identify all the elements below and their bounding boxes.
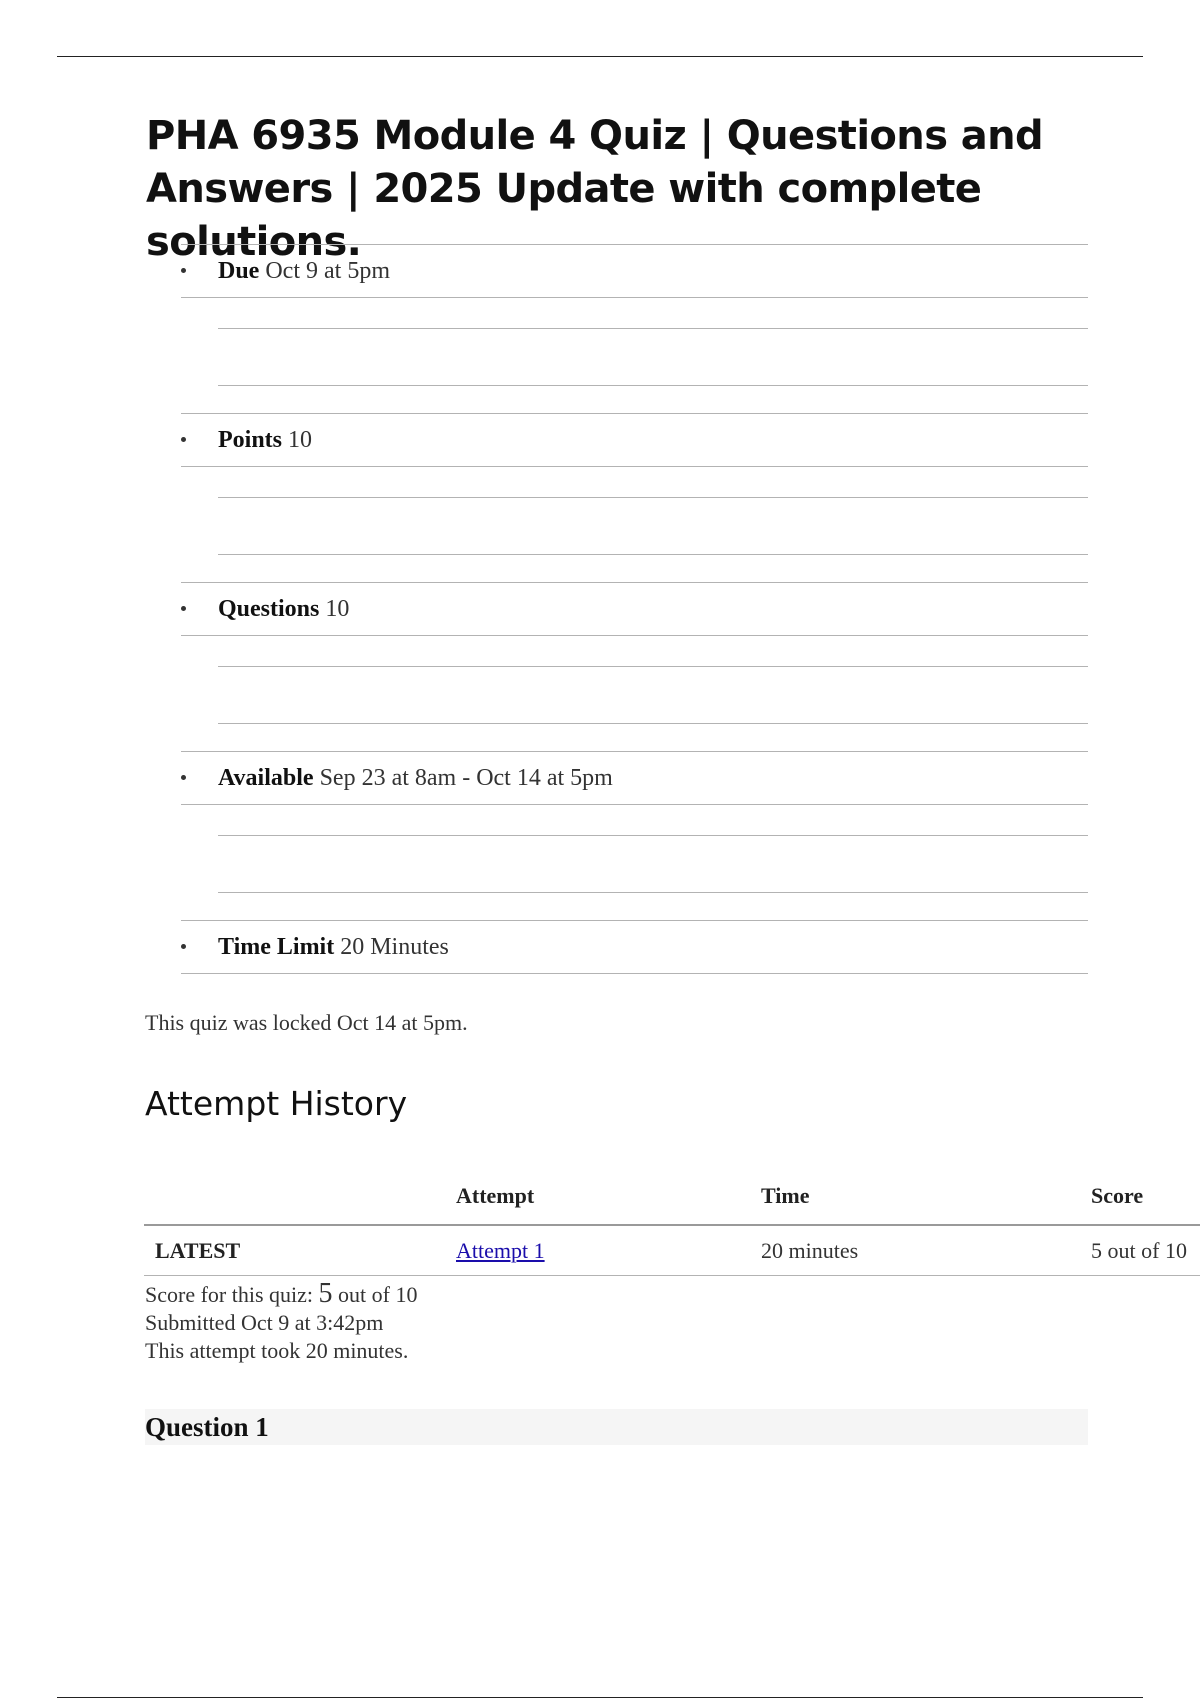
column-header-score: Score [1091,1168,1200,1225]
duration-line: This attempt took 20 minutes. [145,1338,409,1363]
detail-label: Due [218,258,260,284]
question-header: Question 1 [145,1409,1088,1445]
attempt-history-heading: Attempt History [145,1084,408,1123]
detail-label: Time Limit [218,934,335,960]
column-header-attempt: Attempt [456,1168,761,1225]
document-title: PHA 6935 Module 4 Quiz | Questions and Answers | 2025 Update with complete solutions. [146,113,1044,265]
detail-label: Available [218,765,314,791]
detail-label: Questions [218,596,320,622]
quiz-score-line: Score for this quiz: 5 out of 10 [145,1278,418,1309]
bullet-icon [181,944,186,949]
page-bottom-rule [57,1697,1143,1698]
detail-value: Sep 23 at 8am - Oct 14 at 5pm [319,765,613,791]
detail-time-limit [181,920,1088,978]
table-header-row [144,1168,1200,1225]
detail-label: Points [218,427,283,453]
divider [218,835,1088,836]
bullet-icon [181,606,186,611]
attempt-history-table [144,1168,1200,1276]
divider [218,554,1088,555]
detail-points [181,413,1088,582]
detail-value: 10 [325,596,350,622]
attempt-score: 5 out of 10 [1091,1225,1200,1276]
latest-tag: LATEST [144,1225,456,1276]
quiz-score-value: 5 [318,1278,333,1309]
bullet-icon [181,775,186,780]
bullet-icon [181,437,186,442]
detail-value: 10 [288,427,313,453]
table-row [144,1225,1200,1276]
attempt-time: 20 minutes [761,1225,1091,1276]
divider [218,497,1088,498]
attempt-1-link[interactable]: Attempt 1 [456,1237,545,1263]
attempt-summary [145,1280,417,1365]
column-header-time: Time [761,1168,1091,1225]
divider [218,385,1088,386]
divider [218,666,1088,667]
bullet-icon [181,268,186,273]
divider [218,892,1088,893]
divider [218,328,1088,329]
column-header-tag [144,1168,456,1225]
submitted-line: Submitted Oct 9 at 3:42pm [145,1310,384,1335]
detail-due [181,244,1088,413]
divider [218,723,1088,724]
quiz-locked-note: This quiz was locked Oct 14 at 5pm. [145,1010,468,1035]
page-top-rule [57,56,1143,57]
quiz-details-list [181,244,1088,978]
detail-value: 20 Minutes [340,934,449,960]
detail-questions [181,582,1088,751]
detail-value: Oct 9 at 5pm [265,258,390,284]
detail-available [181,751,1088,920]
